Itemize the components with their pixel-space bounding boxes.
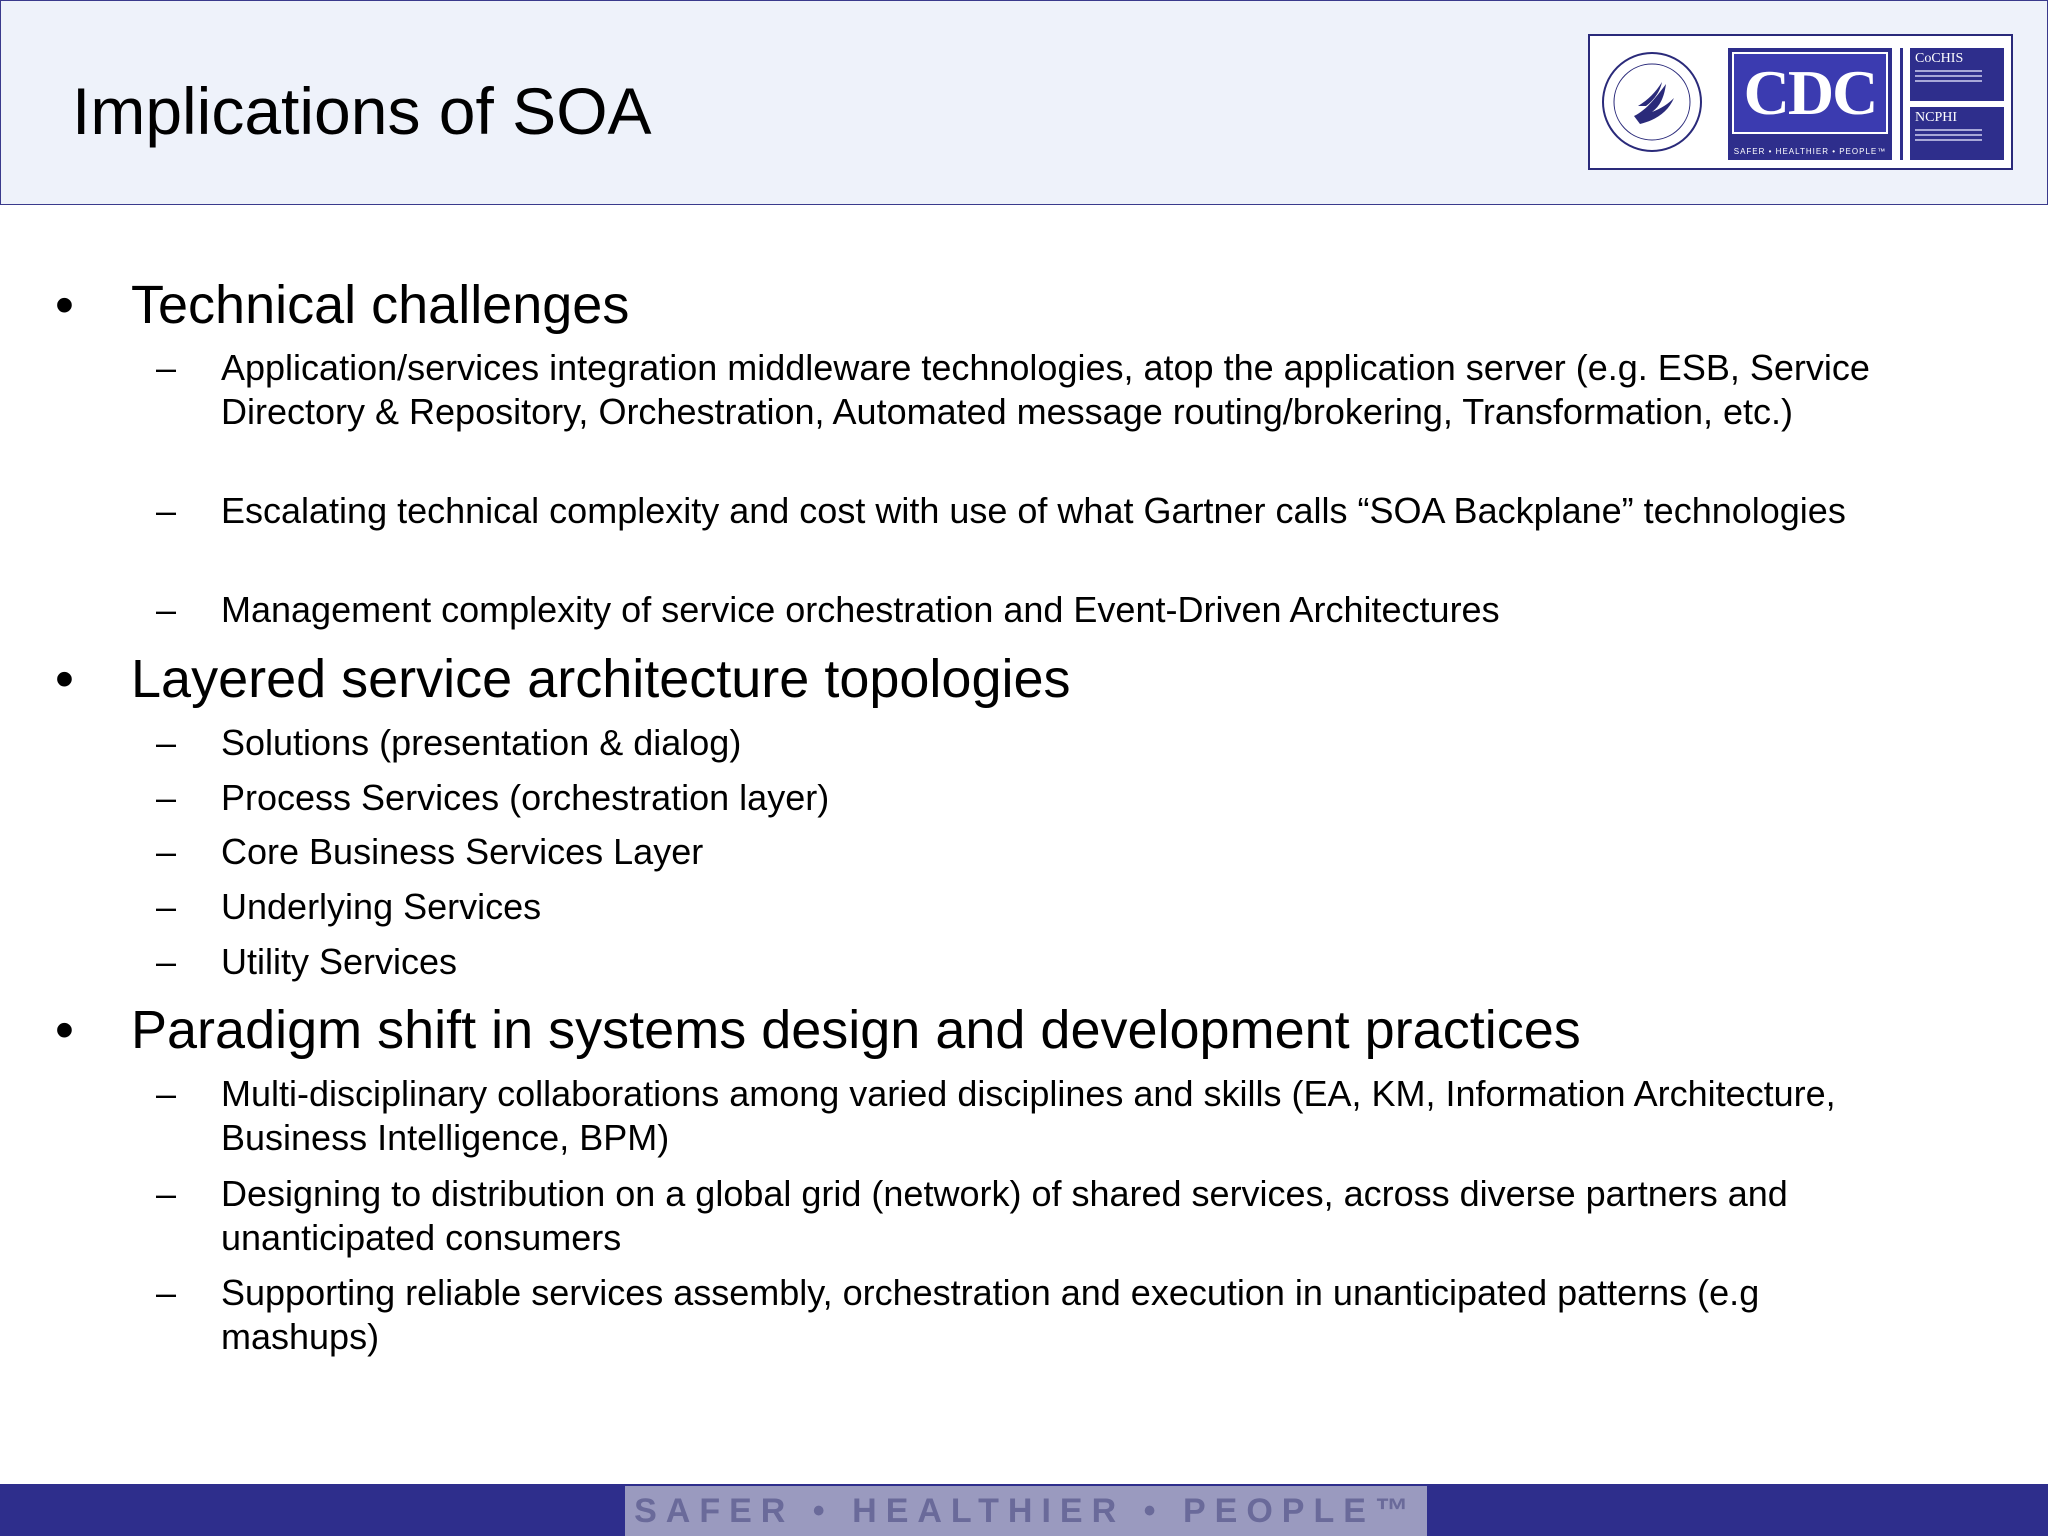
ncphi-box [1910, 107, 2004, 160]
sub-bullet-text: Application/services integration middleware technologies, atop the application server (e.g. ESB, Service Directory & Repository, Orchestration, Automated message routing/brokering, Transformation, etc.) [221, 347, 1870, 432]
sub-bullet [156, 1072, 1901, 1160]
dash-icon: – [156, 490, 177, 531]
cdc-logo [1588, 34, 2013, 170]
sub-bullet-text: Management complexity of service orchestration and Event-Driven Architectures [221, 589, 1500, 630]
dash-icon: – [156, 941, 177, 982]
sub-bullet-text: Multi-disciplinary collaborations among varied disciplines and skills (EA, KM, Information Architecture, Business Intelligence, BPM) [221, 1073, 1836, 1158]
cdc-wordmark [1728, 48, 1892, 160]
dash-icon: – [156, 722, 177, 763]
bullet-text: Layered service architecture topologies [131, 649, 1071, 709]
dash-icon: – [156, 589, 177, 630]
slide-title: Implications of SOA [72, 74, 652, 148]
bullet-text: Paradigm shift in systems design and development practices [131, 1000, 1581, 1060]
sub-bullet [156, 489, 1901, 533]
bullet-icon: • [55, 275, 74, 335]
sub-bullet-text: Escalating technical complexity and cost with use of what Gartner calls “SOA Backplane” technologies [221, 490, 1846, 531]
dash-icon: – [156, 831, 177, 872]
slide-footer [0, 1484, 2048, 1536]
sub-bullet [156, 885, 1901, 929]
bullet-text: Technical challenges [131, 275, 630, 335]
sub-bullet [156, 588, 1901, 632]
sub-bullet-text: Underlying Services [221, 886, 542, 927]
cdc-wordmark-text: CDC [1743, 57, 1877, 128]
bullet-layered-architecture [55, 648, 1071, 710]
sub-bullet [156, 1271, 1901, 1359]
dash-icon: – [156, 777, 177, 818]
logo-divider [1900, 48, 1903, 160]
bullet-icon: • [55, 1000, 74, 1060]
bullet-icon: • [55, 649, 74, 709]
bullet-paradigm-shift [55, 999, 1581, 1061]
sub-bullet [156, 721, 1901, 765]
bullet-technical-challenges [55, 274, 630, 336]
sub-bullet [156, 830, 1901, 874]
sub-bullet [156, 940, 1901, 984]
sub-bullet-text: Solutions (presentation & dialog) [221, 722, 742, 763]
sub-bullet-text: Designing to distribution on a global grid (network) of shared services, across diverse partners and unanticipated consumers [221, 1173, 1788, 1258]
sub-bullet-text: Supporting reliable services assembly, orchestration and execution in unanticipated patterns (e.g mashups) [221, 1272, 1760, 1357]
sub-bullet-text: Utility Services [221, 941, 458, 982]
slide-header [0, 0, 2048, 205]
footer-tagline: SAFER • HEALTHIER • PEOPLE™ [634, 1491, 1418, 1530]
cochis-label: CoCHIS [1915, 51, 1964, 66]
dash-icon: – [156, 347, 177, 388]
cochis-box [1910, 48, 2004, 101]
dash-icon: – [156, 886, 177, 927]
sub-bullet-text: Process Services (orchestration layer) [221, 777, 830, 818]
hhs-seal-icon [1602, 52, 1702, 152]
sub-bullet [156, 776, 1901, 820]
cdc-tagline: SAFER • HEALTHIER • PEOPLE™ [1733, 147, 1887, 156]
footer-tagline-box [625, 1486, 1427, 1536]
dash-icon: – [156, 1272, 177, 1313]
sub-bullet-text: Core Business Services Layer [221, 831, 704, 872]
dash-icon: – [156, 1073, 177, 1114]
dash-icon: – [156, 1173, 177, 1214]
sub-bullet [156, 346, 1901, 434]
hhs-eagle-icon [1604, 54, 1700, 150]
ncphi-label: NCPHI [1915, 110, 1958, 125]
sub-bullet [156, 1172, 1901, 1260]
